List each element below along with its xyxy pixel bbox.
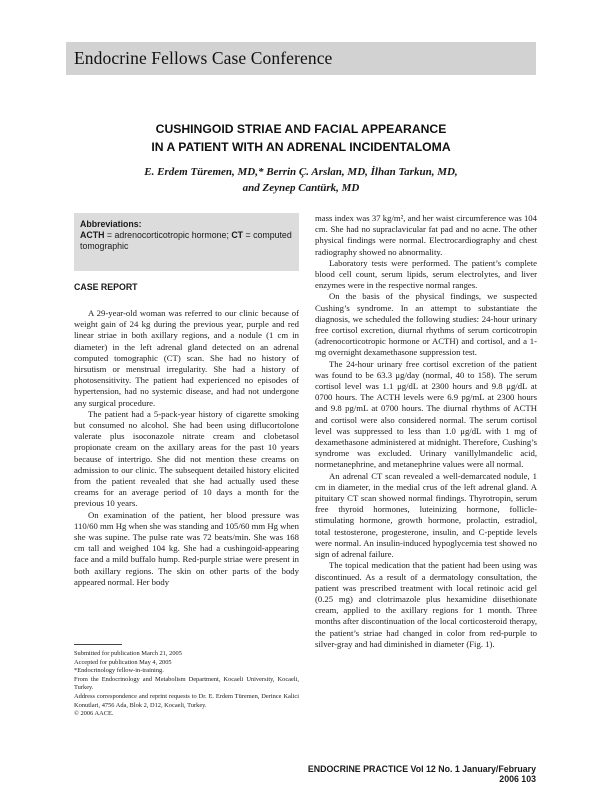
abbreviations-box xyxy=(74,213,299,271)
left-column xyxy=(74,308,299,588)
paragraph: On examination of the patient, her blood pressure was 110/60 mm Hg when she was standing and 105/60 mm Hg when she was supine. The pulse rate was 72 beats/min. She was 168 cm tall and weighed 104 kg. She had a cushingoid-appearing face and a mild buffalo hump. Red-purple striae were present in both axillary regions. The skin on other parts of the body appeared normal. Her body xyxy=(74,509,299,587)
section-title: Endocrine Fellows Case Conference xyxy=(74,48,333,68)
footnotes xyxy=(74,650,299,719)
abbr-ct-def: = computed tomographic xyxy=(80,230,292,251)
paragraph: The 24-hour urinary free cortisol excretion of the patient was found to be 63.3 μg/day (normal, 40 to 158). The serum cortisol level was 1.1 μg/dL at 2300 hours and 9.8 μg/dL at 0700 hours. The ACTH levels were 6.9 pg/mL at 2300 hours and 9.8 pg/mL at 0700 hours. The diurnal rhythms of ACTH and cortisol were also considered normal. The serum cortisol level was suppressed to less than 1.0 μg/dL with 1 mg of dexamethasone administered at midnight. Therefore, Cushing’s syndrome was excluded. Urinary vanillylmandelic acid, normetanephrine, and metanephrine values were all normal. xyxy=(315,358,537,470)
footnote-divider xyxy=(74,644,122,645)
paragraph: A 29-year-old woman was referred to our clinic because of weight gain of 24 kg during the previous year, purple and red linear striae in both axillary regions, and a nodule (1 cm in diameter) in the left adrenal gland detected on an adrenal computed tomographic (CT) scan. She had no history of hirsutism or menstrual irregularity. She had a history of photosensitivity. The patient had experienced no episodes of hypertension, had no systemic disease, and had not undergone any surgical procedure. xyxy=(74,308,299,408)
abbr-acth-def: = adrenocorticotropic hormone; xyxy=(104,230,232,240)
footnote-accepted: Accepted for publication May 4, 2005 xyxy=(74,658,172,666)
title-line-2: IN A PATIENT WITH AN ADRENAL INCIDENTALOMA xyxy=(151,140,451,154)
paragraph: The patient had a 5-pack-year history of cigarette smoking but consumed no alcohol. She had been using diflucortolone valerate plus isoconazole nitrate cream and clobetasol propionate cream on the axillary areas for the past 10 years because of intertrigo. She did not mention these creams on admission to our clinic. The subsequent detailed history elicited from the patient revealed that she had actually used these creams for an average period of 10 days a month for the previous 10 years. xyxy=(74,408,299,509)
article-title xyxy=(66,120,536,156)
footnote-affiliation: From the Endocrinology and Metabolism Department, Kocaeli University, Kocaeli, Turkey. xyxy=(74,675,299,692)
paragraph: On the basis of the physical findings, we suspected Cushing’s syndrome. In an attempt to substantiate the diagnosis, we scheduled the following studies: 24-hour urinary free cortisol excretion, diurnal rhythms of serum corticotropin (adrenocorticotropic hormone or ACTH) and cortisol, and a 1-mg overnight dexamethasone suppression test. xyxy=(315,291,537,358)
right-column xyxy=(315,213,537,650)
authors-line-1: E. Erdem Türemen, MD,* Berrin Ç. Arslan, MD, İlhan Tarkun, MD, xyxy=(144,166,458,178)
case-report-heading: CASE REPORT xyxy=(74,282,138,292)
paragraph: The topical medication that the patient had been using was discontinued. As a result of a dermatology consultation, the patient was prescribed treatment with local retinoic acid gel (0.25 mg) and clotrimazole plus hexamidine diisethionate cream, applied to the axillary regions for 1 month. Three months after discontinuation of the local corticosteroid therapy, the patient’s striae had changed in color from red-purple to silver-gray and had diminished in diameter (Fig. 1). xyxy=(315,560,537,649)
abbr-acth: ACTH xyxy=(80,230,105,240)
section-header xyxy=(66,42,536,75)
footnote-fellow: *Endocrinology fellow-in-training. xyxy=(74,667,164,675)
abbr-ct: CT xyxy=(231,230,244,240)
footnote-correspondence: Address correspondence and reprint requests to Dr. E. Erdem Türemen, Derince Kalici Konutlari, 4756 Ada, Blok 2, D12, Kocaeli, Turkey. xyxy=(74,692,299,709)
abbreviations-label: Abbreviations: xyxy=(80,219,142,229)
running-footer: ENDOCRINE PRACTICE Vol 12 No. 1 January/February 2006 103 xyxy=(307,764,536,784)
footnote-copyright: © 2006 AACE. xyxy=(74,710,114,718)
paragraph-continued: mass index was 37 kg/m², and her waist circumference was 104 cm. She had no supraclavicular fat pad and no acne. The other physical findings were normal. Electrocardiography and chest radiography showed no abnormality. xyxy=(315,213,537,257)
paragraph: Laboratory tests were performed. The patient’s complete blood cell count, serum lipids, serum electrolytes, and liver enzymes were in the respective normal ranges. xyxy=(315,257,537,291)
paragraph: An adrenal CT scan revealed a well-demarcated nodule, 1 cm in diameter, in the medial crus of the left adrenal gland. A pituitary CT scan showed normal findings. Thyrotropin, serum free thyroid hormones, luteinizing hormone, follicle-stimulating hormone, growth hormone, prolactin, estradiol, total testosterone, progesterone, insulin, and C-peptide levels were normal. An insulin-induced hypoglycemia test showed no sign of adrenal failure. xyxy=(315,470,537,560)
footnote-submitted: Submitted for publication March 21, 2005 xyxy=(74,650,182,657)
author-list xyxy=(66,164,536,196)
title-line-1: CUSHINGOID STRIAE AND FACIAL APPEARANCE xyxy=(155,122,447,136)
authors-line-2: and Zeynep Cantürk, MD xyxy=(242,182,360,194)
abbreviations-text xyxy=(80,230,293,252)
